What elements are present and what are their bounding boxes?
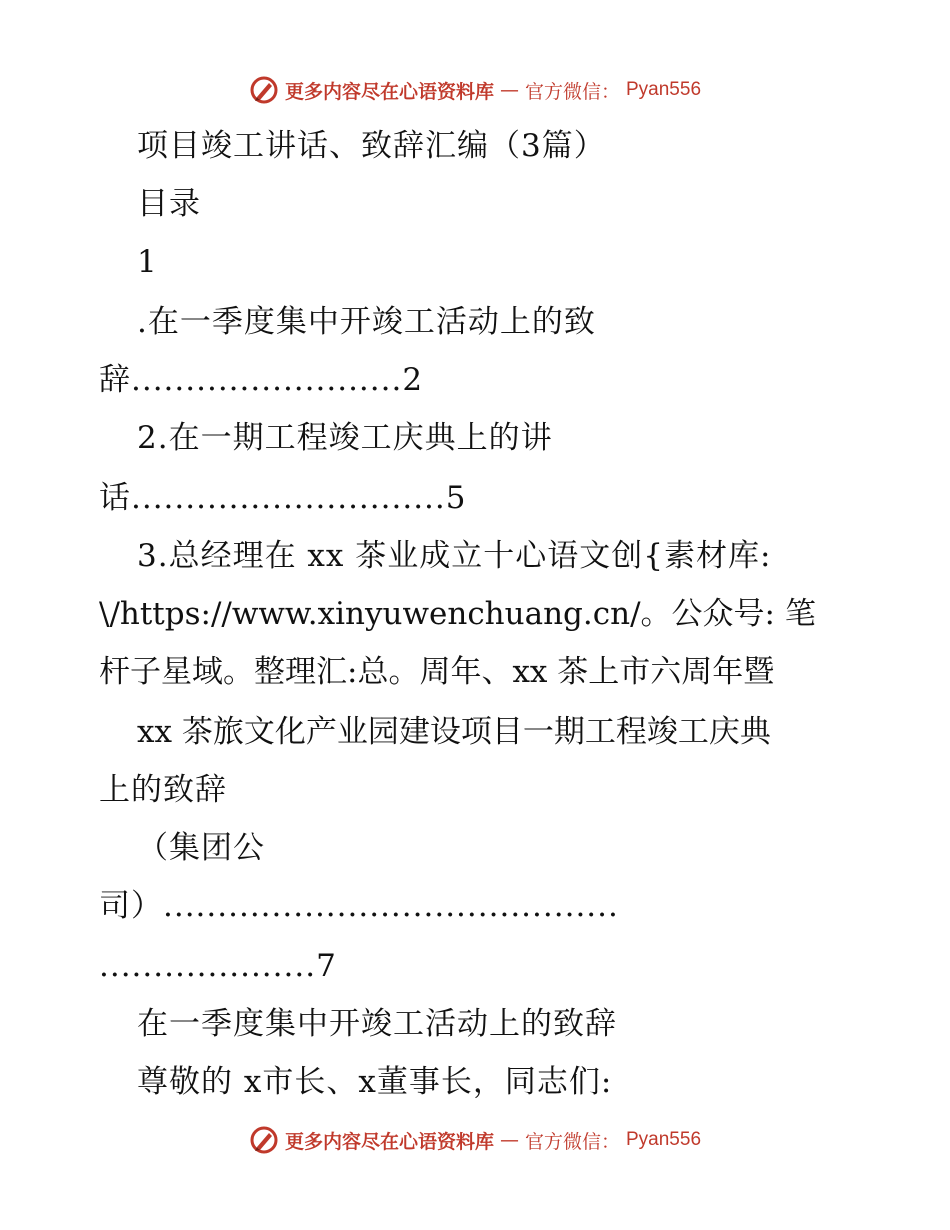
banner-wechat-id: Pyan556	[626, 79, 702, 100]
footer-watermark-banner	[0, 1120, 950, 1160]
toc-item-3-line-5: 上的致辞	[99, 772, 227, 808]
document-title: 项目竣工讲话、致辞汇编（3篇）	[137, 128, 606, 164]
toc-item-2-leader: 话.............................5	[99, 480, 467, 516]
toc-item-3-line-1: 3.总经理在 xx 茶业成立十心语文创{素材库:	[137, 538, 772, 574]
toc-item-3-line-6: （集团公	[137, 830, 265, 866]
banner-text: 更多内容尽在心语资料库	[284, 80, 494, 103]
banner-dash: —	[499, 1129, 519, 1151]
toc-item-3-line-4: xx 茶旅文化产业园建设项目一期工程竣工庆典	[137, 714, 771, 750]
pen-logo-icon	[249, 75, 279, 105]
toc-item-1-leader: 辞.........................2	[99, 362, 424, 398]
pen-logo-icon	[249, 1125, 279, 1155]
toc-item-3-line-3: 杆子星域。整理汇:总。周年、xx 茶上市六周年暨	[99, 654, 775, 690]
banner-wechat-label: 官方微信：	[524, 1130, 620, 1153]
banner-wechat-id: Pyan556	[626, 1129, 702, 1150]
salutation: 尊敬的 x市长、x董事长，同志们:	[137, 1064, 613, 1100]
section-title: 在一季度集中开竣工活动上的致辞	[137, 1006, 617, 1042]
toc-item-3-leader-2: ....................7	[99, 948, 337, 984]
banner-dash: —	[499, 79, 519, 101]
toc-item-1: .在一季度集中开竣工活动上的致	[137, 304, 596, 340]
banner-wechat-label: 官方微信：	[524, 80, 620, 103]
toc-item-3-leader-1: 司）..........................................	[99, 888, 619, 924]
toc-heading: 目录	[137, 186, 201, 222]
banner-text: 更多内容尽在心语资料库	[284, 1130, 494, 1153]
toc-item-1-number: 1	[137, 244, 158, 280]
header-watermark-banner	[0, 70, 950, 110]
toc-item-2: 2.在一期工程竣工庆典上的讲	[137, 420, 553, 456]
toc-item-3-line-2: \/https://www.xinyuwenchuang.cn/。公众号: 笔	[99, 596, 816, 632]
